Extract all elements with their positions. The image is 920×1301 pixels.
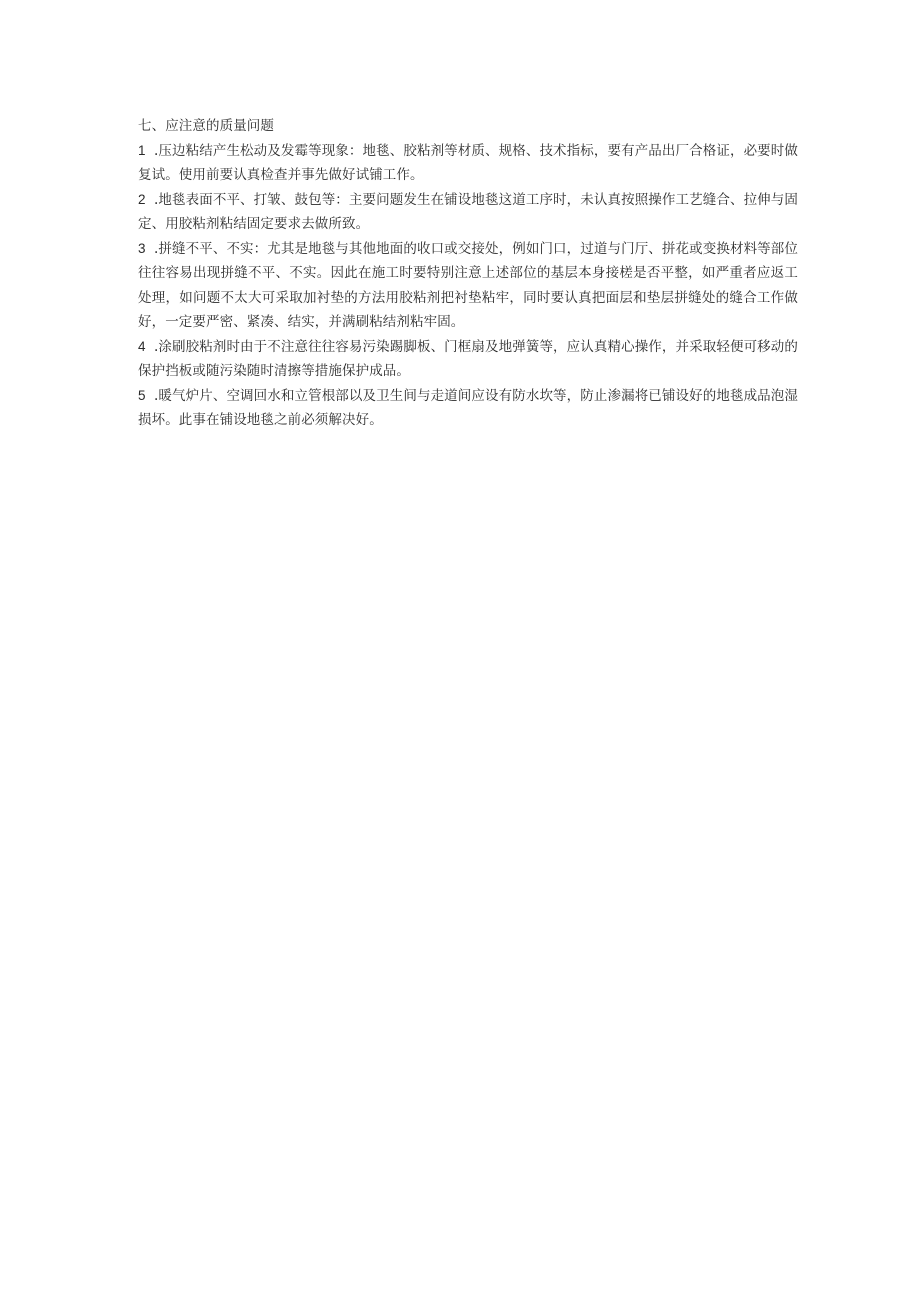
item-number: 2: [138, 191, 146, 207]
item-text: .涂刷胶粘剂时由于不注意往往容易污染踢脚板、门框扇及地弹簧等，应认真精心操作，并采取轻便可移动的保护挡板或随污染随时清擦等措施保护成品。: [138, 338, 798, 379]
list-item: [138, 335, 798, 384]
list-item: [138, 237, 798, 335]
document-body: [138, 114, 798, 433]
item-text: .压边粘结产生松动及发霉等现象：地毯、胶粘剂等材质、规格、技术指标，要有产品出厂合格证，必要时做复试。使用前要认真检查并事先做好试铺工作。: [138, 142, 798, 183]
item-number: 4: [138, 338, 146, 354]
item-text: .拼缝不平、不实：尤其是地毯与其他地面的收口或交接处，例如门口，过道与门厅、拼花或变换材料等部位往往容易出现拼缝不平、不实。因此在施工时要特别注意上述部位的基层本身接槎是否平整，如严重者应返工处理，如问题不太大可采取加衬垫的方法用胶粘剂把衬垫粘牢，同时要认真把面层和垫层拼缝处的缝合工作做好，一定要严密、紧凑、结实，并满刷粘结剂粘牢固。: [138, 240, 798, 330]
item-number: 1: [138, 142, 146, 158]
section-title: 七、应注意的质量问题: [138, 118, 274, 134]
item-text: .地毯表面不平、打皱、鼓包等：主要问题发生在铺设地毯这道工序时，未认真按照操作工艺缝合、拉伸与固定、用胶粘剂粘结固定要求去做所致。: [138, 191, 798, 232]
item-text: .暖气炉片、空调回水和立管根部以及卫生间与走道间应设有防水坎等，防止渗漏将已铺设好的地毯成品泡湿损坏。此事在铺设地毯之前必须解决好。: [138, 387, 798, 428]
item-number: 3: [138, 240, 146, 256]
list-item: [138, 139, 798, 188]
list-item: [138, 188, 798, 237]
item-number: 5: [138, 387, 146, 403]
list-item: [138, 384, 798, 433]
